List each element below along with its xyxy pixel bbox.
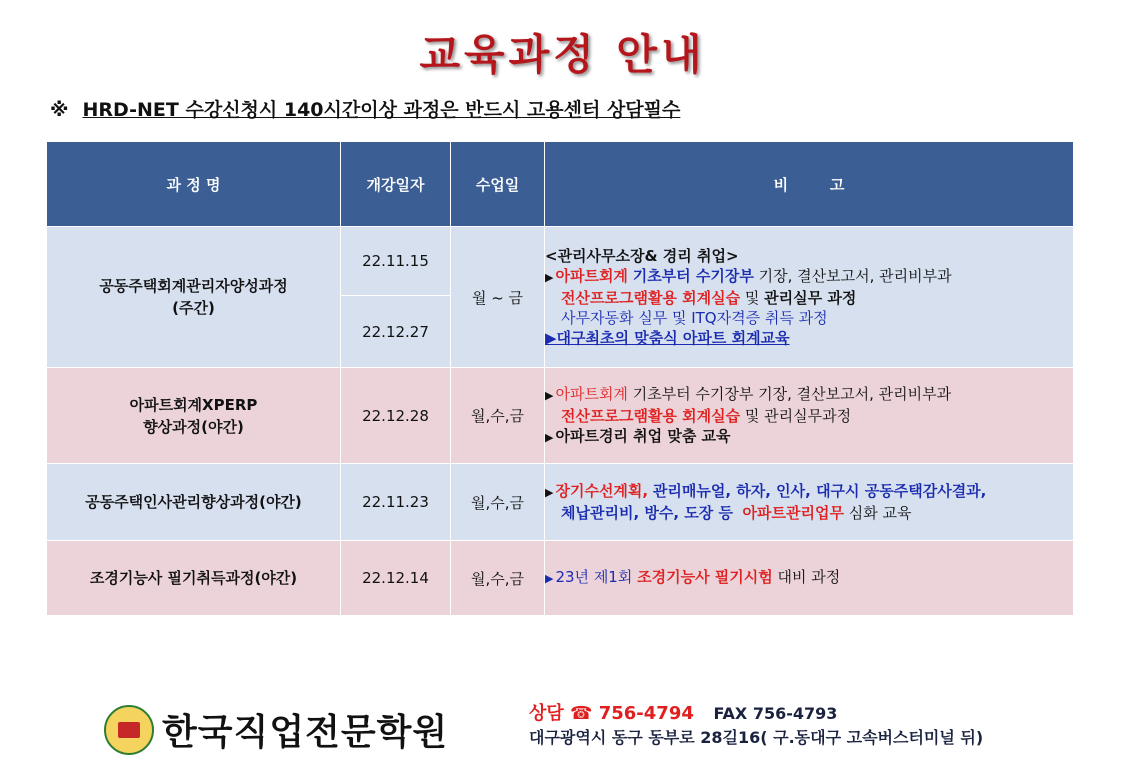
remarks-emphasis: 아파트관리업무 <box>742 504 844 522</box>
phone-number: 상담 ☎ 756-4794 <box>529 703 694 724</box>
remarks-line <box>545 266 1073 288</box>
start-date: 22.12.28 <box>341 368 451 464</box>
remarks-line <box>545 328 1073 348</box>
notice-text: HRD-NET 수강신청시 140시간이상 과정은 반드시 고용센터 상담필수 <box>82 99 681 121</box>
course-name-line: 아파트회계XPERP <box>129 395 258 414</box>
start-date: 22.11.23 <box>341 464 451 541</box>
remarks-cell <box>545 541 1074 616</box>
triangle-right-icon: ▶ <box>545 271 554 284</box>
academy-logo <box>104 704 448 755</box>
course-name <box>47 368 341 464</box>
remarks-text: 심화 교육 <box>848 504 912 522</box>
table-row <box>47 464 1074 541</box>
remarks-line <box>545 384 1073 406</box>
triangle-right-icon: ▶ <box>545 329 557 347</box>
fax-number: FAX 756-4793 <box>713 704 838 723</box>
notice-mark: ※ <box>50 99 69 121</box>
table-row <box>47 541 1074 616</box>
start-date: 22.12.27 <box>341 296 451 368</box>
remarks-text: 대비 과정 <box>777 568 841 586</box>
course-name-line: 공동주택회계관리자양성과정 <box>99 277 288 295</box>
table-header-row <box>47 142 1074 227</box>
remarks-emphasis: 관리매뉴얼, 하자, 인사, 대구시 공동주택감사결과, <box>652 482 987 500</box>
remarks-emphasis: 아파트회계 <box>555 384 628 403</box>
remarks-text: 기초부터 수기장부 기장, 결산보고서, 관리비부과 <box>632 384 952 403</box>
remarks-emphasis: 전산프로그램활용 회계실습 <box>561 406 741 425</box>
remarks-emphasis: 기초부터 수기장부 <box>632 267 754 285</box>
remarks-line <box>545 567 1073 589</box>
page-title: 교육과정 안내 <box>419 30 706 79</box>
header-class-days: 수업일 <box>451 142 545 227</box>
remarks-cell <box>545 227 1074 368</box>
academy-name: 한국직업전문학원 <box>162 712 449 753</box>
remarks-text: 관리실무 과정 <box>764 289 857 307</box>
remarks-line: 사무자동화 실무 및 ITQ자격증 취득 과정 <box>561 309 828 327</box>
remarks-text: 아파트경리 취업 맞춤 교육 <box>555 426 731 445</box>
class-days: 월,수,금 <box>451 464 545 541</box>
class-days: 월,수,금 <box>451 541 545 616</box>
remarks-link: 대구최초의 맞춤식 아파트 회계교육 <box>556 329 790 347</box>
remarks-emphasis: 전산프로그램활용 회계실습 <box>561 289 741 307</box>
header-course-name: 과 정 명 <box>47 142 341 227</box>
table-row <box>47 227 1074 296</box>
header-remarks: 비 고 <box>545 142 1074 227</box>
remarks-emphasis: 아파트회계 <box>555 267 628 285</box>
remarks-text: 및 관리실무과정 <box>744 406 852 425</box>
triangle-right-icon: ▶ <box>545 388 554 402</box>
course-name: 조경기능사 필기취득과정(야간) <box>47 541 341 616</box>
remarks-line <box>545 503 1073 523</box>
remarks-emphasis: 장기수선계획, <box>555 482 649 500</box>
triangle-right-icon: ▶ <box>545 430 554 444</box>
start-date: 22.12.14 <box>341 541 451 616</box>
remarks-emphasis: 체납관리비, 방수, 도장 등 <box>561 504 733 522</box>
remarks-line <box>545 406 1073 426</box>
course-table <box>46 141 1074 616</box>
remarks-emphasis: 23년 제1회 <box>555 568 633 586</box>
course-name-line: (주간) <box>172 299 215 317</box>
class-days: 월 ~ 금 <box>451 227 545 368</box>
header-start-date: 개강일자 <box>341 142 451 227</box>
remarks-text: 및 <box>744 289 760 307</box>
remarks-line <box>545 426 1073 448</box>
hrd-notice <box>50 95 680 122</box>
class-days: 월,수,금 <box>451 368 545 464</box>
remarks-cell <box>545 464 1074 541</box>
course-name <box>47 227 341 368</box>
remarks-cell <box>545 368 1074 464</box>
table-row <box>47 368 1074 464</box>
triangle-right-icon: ▶ <box>545 572 554 585</box>
phone-line <box>529 702 983 726</box>
book-emblem-icon <box>104 705 154 755</box>
triangle-right-icon: ▶ <box>545 486 554 499</box>
start-date: 22.11.15 <box>341 227 451 296</box>
remarks-text: 기장, 결산보고서, 관리비부과 <box>758 267 952 285</box>
remarks-header: <관리사무소장& 경리 취업> <box>545 247 739 265</box>
remarks-emphasis: 조경기능사 필기시험 <box>637 568 773 586</box>
remarks-line <box>545 481 1073 503</box>
contact-info <box>529 702 983 750</box>
course-name: 공동주택인사관리향상과정(야간) <box>47 464 341 541</box>
address: 대구광역시 동구 동부로 28길16( 구.동대구 고속버스터미널 뒤) <box>529 728 984 747</box>
course-name-line: 향상과정(야간) <box>143 417 244 436</box>
remarks-line <box>545 288 1073 308</box>
